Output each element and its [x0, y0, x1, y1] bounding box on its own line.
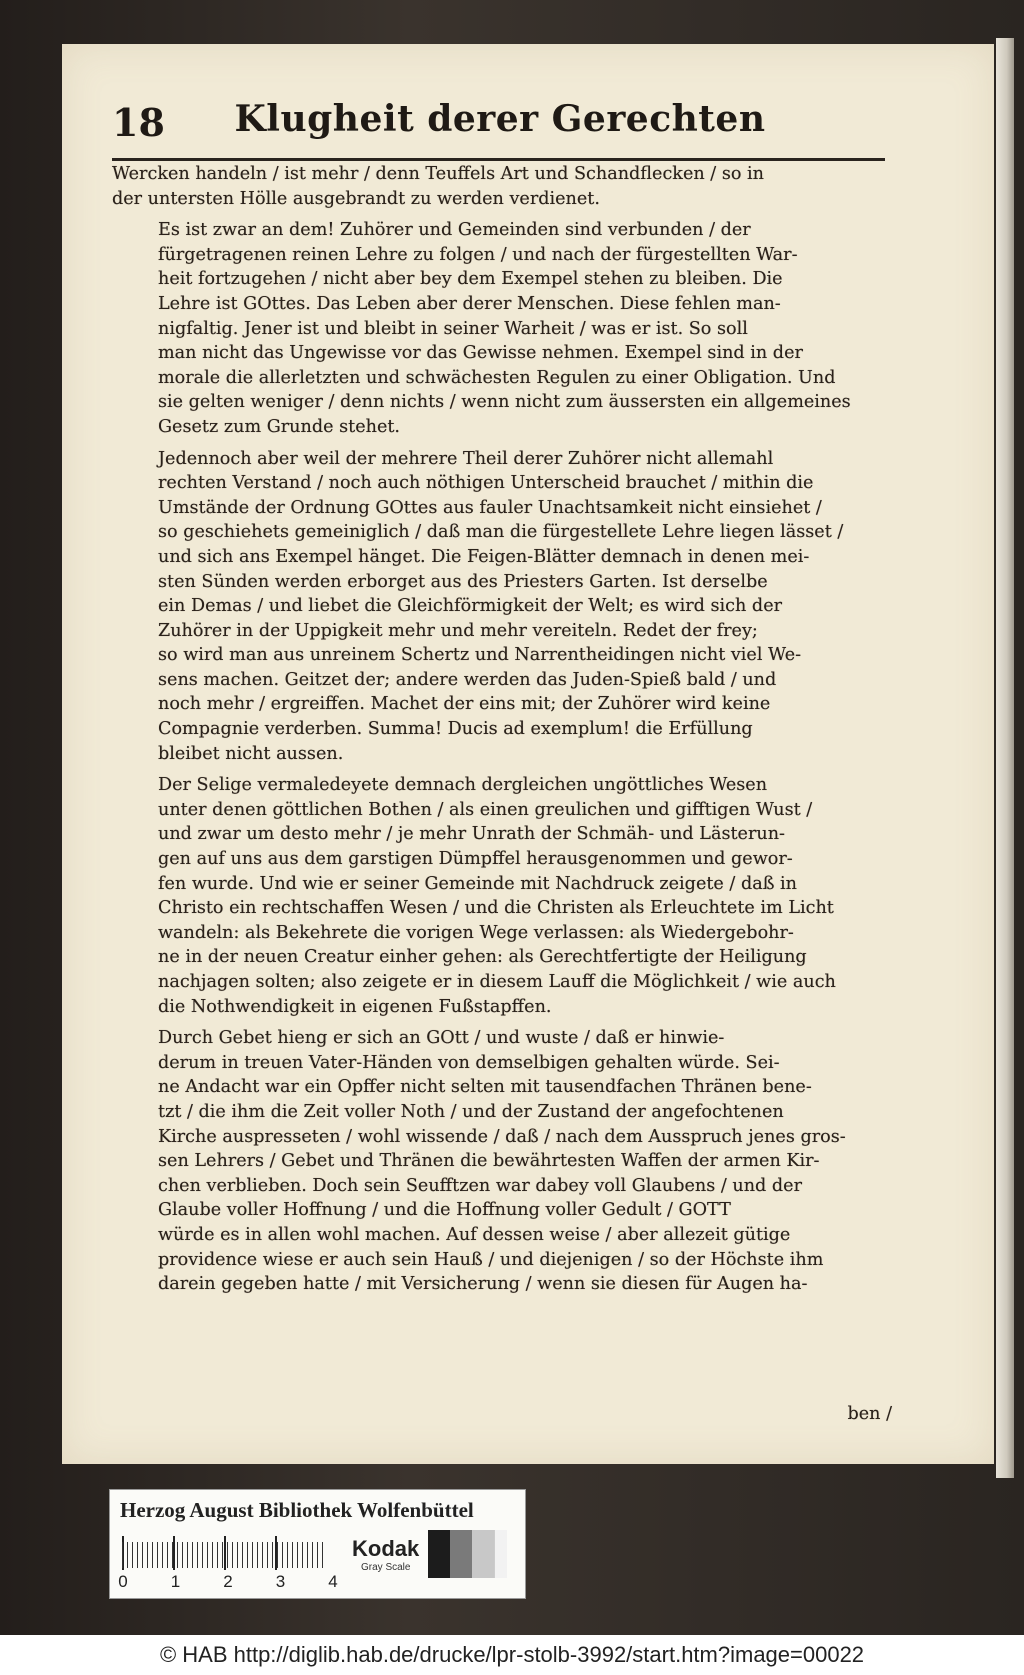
text-line: und sich ans Exempel hänget. Die Feigen-Blätter demnach in denen mei- [158, 546, 810, 567]
paragraph [112, 447, 892, 767]
paragraph [112, 1026, 892, 1297]
gray-swatch-black [428, 1530, 450, 1578]
text-line: ein Demas / und liebet die Gleichförmigkeit der Welt; es wird sich der [158, 596, 783, 617]
ruler-number: 4 [328, 1572, 338, 1591]
text-line: fen wurde. Und wie er seiner Gemeinde mit Nachdruck zeigete / daß in [158, 873, 798, 894]
text-line: sie gelten weniger / denn nichts / wenn nicht zum äussersten ein allgemeines [158, 392, 851, 413]
text-line: heit fortzugehen / nicht aber bey dem Exempel stehen zu bleiben. Die [158, 269, 783, 290]
text-line: sens machen. Geitzet der; andere werden das Juden-Spieß bald / und [158, 669, 777, 690]
text-line: würde es in allen wohl machen. Auf dessen weise / aber allezeit gütige [158, 1224, 791, 1245]
text-line: chen verblieben. Doch sein Seufftzen war dabey voll Glaubens / und der [158, 1175, 802, 1196]
paragraph [112, 218, 892, 439]
kodak-logo: Kodak [352, 1536, 420, 1561]
ruler-number: 2 [223, 1572, 233, 1591]
text-line: Umstände der Ordnung GOttes aus fauler Unachtsamkeit nicht einsiehet / [158, 497, 822, 518]
ruler-minor-ticks [122, 1542, 324, 1568]
ruler-number: 0 [118, 1572, 128, 1591]
text-line: nigfaltig. Jener ist und bleibt in seiner Warheit / was er ist. So soll [158, 318, 748, 339]
gray-swatch-white [494, 1530, 507, 1578]
text-line: sen Lehrers / Gebet und Thränen die bewährtesten Waffen der armen Kir- [158, 1151, 820, 1172]
text-line: Glaube voller Hoffnung / und die Hoffnung voller Gedult / GOTT [158, 1200, 731, 1221]
paragraph [112, 773, 892, 1019]
text-line: die Nothwendigkeit in eigenen Fußstapffen. [158, 996, 552, 1017]
text-line: der untersten Hölle ausgebrandt zu werden verdienet. [112, 188, 600, 209]
next-page-edge [996, 38, 1014, 1478]
text-line: gen auf uns aus dem garstigen Dümpffel herausgenommen und gewor- [158, 849, 793, 870]
catchword: ben / [847, 1404, 892, 1425]
text-line: ne Andacht war ein Opffer nicht selten mit tausendfachen Thränen bene- [158, 1077, 812, 1098]
grayscale-label: Gray Scale [361, 1562, 411, 1573]
text-line: noch mehr / ergreiffen. Machet der eins mit; der Zuhörer wird keine [158, 694, 771, 715]
footer-credit: © HAB http://diglib.hab.de/drucke/lpr-stolb-3992/start.htm?image=00022 [0, 1635, 1024, 1675]
text-line: Es ist zwar an dem! Zuhörer und Gemeinden sind verbunden / der [158, 220, 751, 241]
text-line: darein gegeben hatte / mit Versicherung / wenn sie diesen für Augen ha- [158, 1274, 808, 1295]
text-line: bleibet nicht aussen. [158, 743, 344, 764]
text-line: derum in treuen Vater-Händen von demselbigen gehalten würde. Sei- [158, 1052, 780, 1073]
ruler-number: 3 [275, 1572, 286, 1591]
text-line: unter denen göttlichen Bothen / als einen greulichen und gifftigen Wust / [158, 799, 813, 820]
text-line: sten Sünden werden erborget aus des Priesters Garten. Ist derselbe [158, 571, 768, 592]
gray-swatch-light [472, 1530, 494, 1578]
header-rule [112, 158, 885, 161]
ruler-numbers [118, 1572, 338, 1592]
text-line: Durch Gebet hieng er sich an GOtt / und wuste / daß er hinwie- [158, 1028, 725, 1049]
text-line: Christo ein rechtschaffen Wesen / und die Christen als Erleuchtete im Licht [158, 898, 834, 919]
text-line: und zwar um desto mehr / je mehr Unrath der Schmäh- und Lästerun- [158, 824, 785, 845]
page-number: 18 [112, 100, 165, 145]
text-line: ne in der neuen Creatur einher gehen: als Gerechtfertigte der Heiligung [158, 947, 807, 968]
text-line: man nicht das Ungewisse vor das Gewisse nehmen. Exempel sind in der [158, 343, 803, 364]
text-line: so geschiehets gemeiniglich / daß man die fürgestellete Lehre liegen lässet / [158, 522, 844, 543]
text-line: so wird man aus unreinem Schertz und Narrentheidingen nicht viel We- [158, 645, 802, 666]
text-line: Jedennoch aber weil der mehrere Theil derer Zuhörer nicht allemahl [158, 448, 774, 469]
ruler-number: 1 [170, 1572, 181, 1591]
text-line: Wercken handeln / ist mehr / denn Teuffels Art und Schandflecken / so in [112, 164, 764, 184]
text-line: Lehre ist GOttes. Das Leben aber derer Menschen. Diese fehlen man- [158, 293, 781, 314]
text-line: rechten Verstand / noch auch nöthigen Unterscheid brauchet / mithin die [158, 473, 814, 494]
text-line: Zuhörer in der Uppigkeit mehr und mehr vereiteln. Redet der frey; [158, 620, 758, 641]
text-line: nachjagen solten; also zeigete er in diesem Lauff die Möglichkeit / wie auch [158, 972, 836, 992]
paragraph [112, 162, 892, 211]
color-target [109, 1489, 526, 1599]
text-line: tzt / die ihm die Zeit voller Noth / und der Zustand der angefochtenen [158, 1101, 784, 1122]
text-line: providence wiese er auch sein Hauß / und diejenigen / so der Höchste ihm [158, 1249, 824, 1270]
text-line: Gesetz zum Grunde stehet. [158, 416, 401, 437]
body-text [112, 162, 892, 1427]
gray-swatch-mid [450, 1530, 472, 1578]
target-title: Herzog August Bibliothek Wolfenbüttel [120, 1498, 474, 1522]
text-line: Compagnie verderben. Summa! Ducis ad exemplum! die Erfüllung [158, 719, 753, 740]
running-head: Klugheit derer Gerechten [234, 98, 766, 140]
text-line: wandeln: als Bekehrete die vorigen Wege verlassen: als Wiedergebohr- [158, 922, 794, 943]
text-line: Kirche auspresseten / wohl wissende / daß / nach dem Ausspruch jenes gros- [158, 1126, 846, 1147]
text-line: Der Selige vermaledeyete demnach dergleichen ungöttliches Wesen [158, 775, 768, 796]
text-line: morale die allerletzten und schwächesten Regulen zu einer Obligation. Und [158, 367, 836, 388]
text-line: fürgetragenen reinen Lehre zu folgen / und nach der fürgestellten War- [158, 244, 798, 265]
